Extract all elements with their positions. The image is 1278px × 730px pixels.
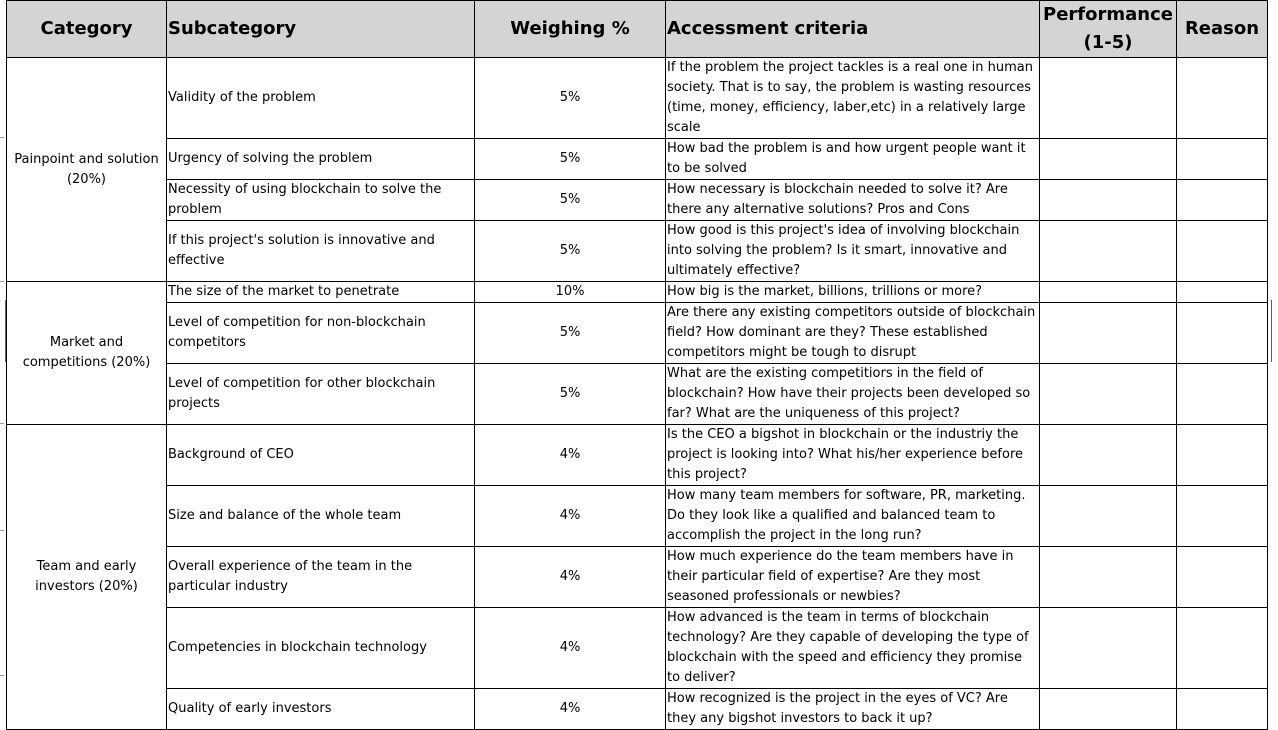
weight-cell[interactable]: 5% [475,180,666,221]
performance-cell[interactable] [1040,303,1177,364]
subcategory-cell[interactable]: Urgency of solving the problem [167,139,475,180]
reason-cell[interactable] [1177,608,1268,689]
table-row [7,303,1268,364]
category-cell-painpoint[interactable]: Painpoint and solution (20%) [7,58,167,282]
table-row [7,608,1268,689]
weight-cell[interactable]: 4% [475,425,666,486]
criteria-cell[interactable]: Is the CEO a bigshot in blockchain or the industriy the project is looking into? What his/her experience before this project? [666,425,1040,486]
header-weighing[interactable]: Weighing % [475,1,666,58]
performance-cell[interactable] [1040,282,1177,303]
weight-cell[interactable]: 5% [475,221,666,282]
criteria-cell[interactable]: How advanced is the team in terms of blockchain technology? Are they capable of developing the type of blockchain with the speed and efficiency they promise to deliver? [666,608,1040,689]
row-boundary-tick [0,281,4,282]
weight-cell[interactable]: 5% [475,58,666,139]
criteria-cell[interactable]: How recognized is the project in the eyes of VC? Are they any bigshot investors to back it up? [666,689,1040,730]
header-reason[interactable]: Reason [1177,1,1268,58]
table-row [7,58,1268,139]
subcategory-cell[interactable]: If this project's solution is innovative and effective [167,221,475,282]
reason-cell[interactable] [1177,58,1268,139]
criteria-cell[interactable]: How bad the problem is and how urgent people want it to be solved [666,139,1040,180]
table-row [7,486,1268,547]
criteria-cell[interactable]: How necessary is blockchain needed to solve it? Are there any alternative solutions? Pros and Cons [666,180,1040,221]
subcategory-cell[interactable]: Level of competition for other blockchain projects [167,364,475,425]
table-row [7,689,1268,730]
performance-cell[interactable] [1040,221,1177,282]
performance-cell[interactable] [1040,364,1177,425]
table-row [7,180,1268,221]
subcategory-cell[interactable]: Overall experience of the team in the particular industry [167,547,475,608]
reason-cell[interactable] [1177,303,1268,364]
criteria-cell[interactable]: How big is the market, billions, trillions or more? [666,282,1040,303]
weight-cell[interactable]: 10% [475,282,666,303]
reason-cell[interactable] [1177,425,1268,486]
performance-cell[interactable] [1040,547,1177,608]
reason-cell[interactable] [1177,139,1268,180]
reason-cell[interactable] [1177,486,1268,547]
reason-cell[interactable] [1177,282,1268,303]
performance-cell[interactable] [1040,58,1177,139]
header-criteria[interactable]: Accessment criteria [666,1,1040,58]
table-row [7,221,1268,282]
table-row [7,139,1268,180]
criteria-cell[interactable]: How much experience do the team members have in their particular field of expertise? Are they most seasoned professionals or newbies? [666,547,1040,608]
row-boundary-tick [0,675,4,676]
row-boundary-tick [0,530,4,531]
criteria-cell[interactable]: If the problem the project tackles is a real one in human society. That is to say, the problem is wasting resources (time, money, efficiency, laber,etc) in a relatively large scale [666,58,1040,139]
criteria-cell[interactable]: What are the existing competitiors in the field of blockchain? How have their projects been developed so far? What are the uniqueness of this project? [666,364,1040,425]
subcategory-cell[interactable]: Background of CEO [167,425,475,486]
table-row [7,547,1268,608]
row-boundary-tick [0,423,4,424]
subcategory-cell[interactable]: The size of the market to penetrate [167,282,475,303]
weight-cell[interactable]: 4% [475,486,666,547]
weight-cell[interactable]: 4% [475,608,666,689]
reason-cell[interactable] [1177,364,1268,425]
category-cell-team[interactable]: Team and early investors (20%) [7,425,167,730]
table-row [7,364,1268,425]
criteria-cell[interactable]: How good is this project's idea of involving blockchain into solving the problem? Is it smart, innovative and ultimately effective? [666,221,1040,282]
selection-edge-right [1271,300,1272,362]
weight-cell[interactable]: 4% [475,689,666,730]
reason-cell[interactable] [1177,547,1268,608]
performance-cell[interactable] [1040,425,1177,486]
weight-cell[interactable]: 5% [475,364,666,425]
row-boundary-tick [0,137,4,138]
weight-cell[interactable]: 5% [475,139,666,180]
selection-edge-left [5,300,6,362]
subcategory-cell[interactable]: Quality of early investors [167,689,475,730]
header-performance[interactable]: Performance (1-5) [1040,1,1177,58]
subcategory-cell[interactable]: Level of competition for non-blockchain competitors [167,303,475,364]
header-category[interactable]: Category [7,1,167,58]
performance-cell[interactable] [1040,486,1177,547]
subcategory-cell[interactable]: Necessity of using blockchain to solve the problem [167,180,475,221]
table-row [7,425,1268,486]
performance-cell[interactable] [1040,689,1177,730]
subcategory-cell[interactable]: Validity of the problem [167,58,475,139]
header-subcategory[interactable]: Subcategory [167,1,475,58]
criteria-cell[interactable]: How many team members for software, PR, marketing. Do they look like a qualified and balanced team to accomplish the project in the long run? [666,486,1040,547]
reason-cell[interactable] [1177,221,1268,282]
performance-cell[interactable] [1040,180,1177,221]
category-cell-market[interactable]: Market and competitions (20%) [7,282,167,425]
subcategory-cell[interactable]: Competencies in blockchain technology [167,608,475,689]
criteria-cell[interactable]: Are there any existing competitors outside of blockchain field? How dominant are they? These established competitors might be tough to disrupt [666,303,1040,364]
evaluation-table [6,0,1268,730]
performance-cell[interactable] [1040,608,1177,689]
weight-cell[interactable]: 5% [475,303,666,364]
reason-cell[interactable] [1177,180,1268,221]
table-row [7,282,1268,303]
subcategory-cell[interactable]: Size and balance of the whole team [167,486,475,547]
header-row [7,1,1268,58]
weight-cell[interactable]: 4% [475,547,666,608]
reason-cell[interactable] [1177,689,1268,730]
performance-cell[interactable] [1040,139,1177,180]
